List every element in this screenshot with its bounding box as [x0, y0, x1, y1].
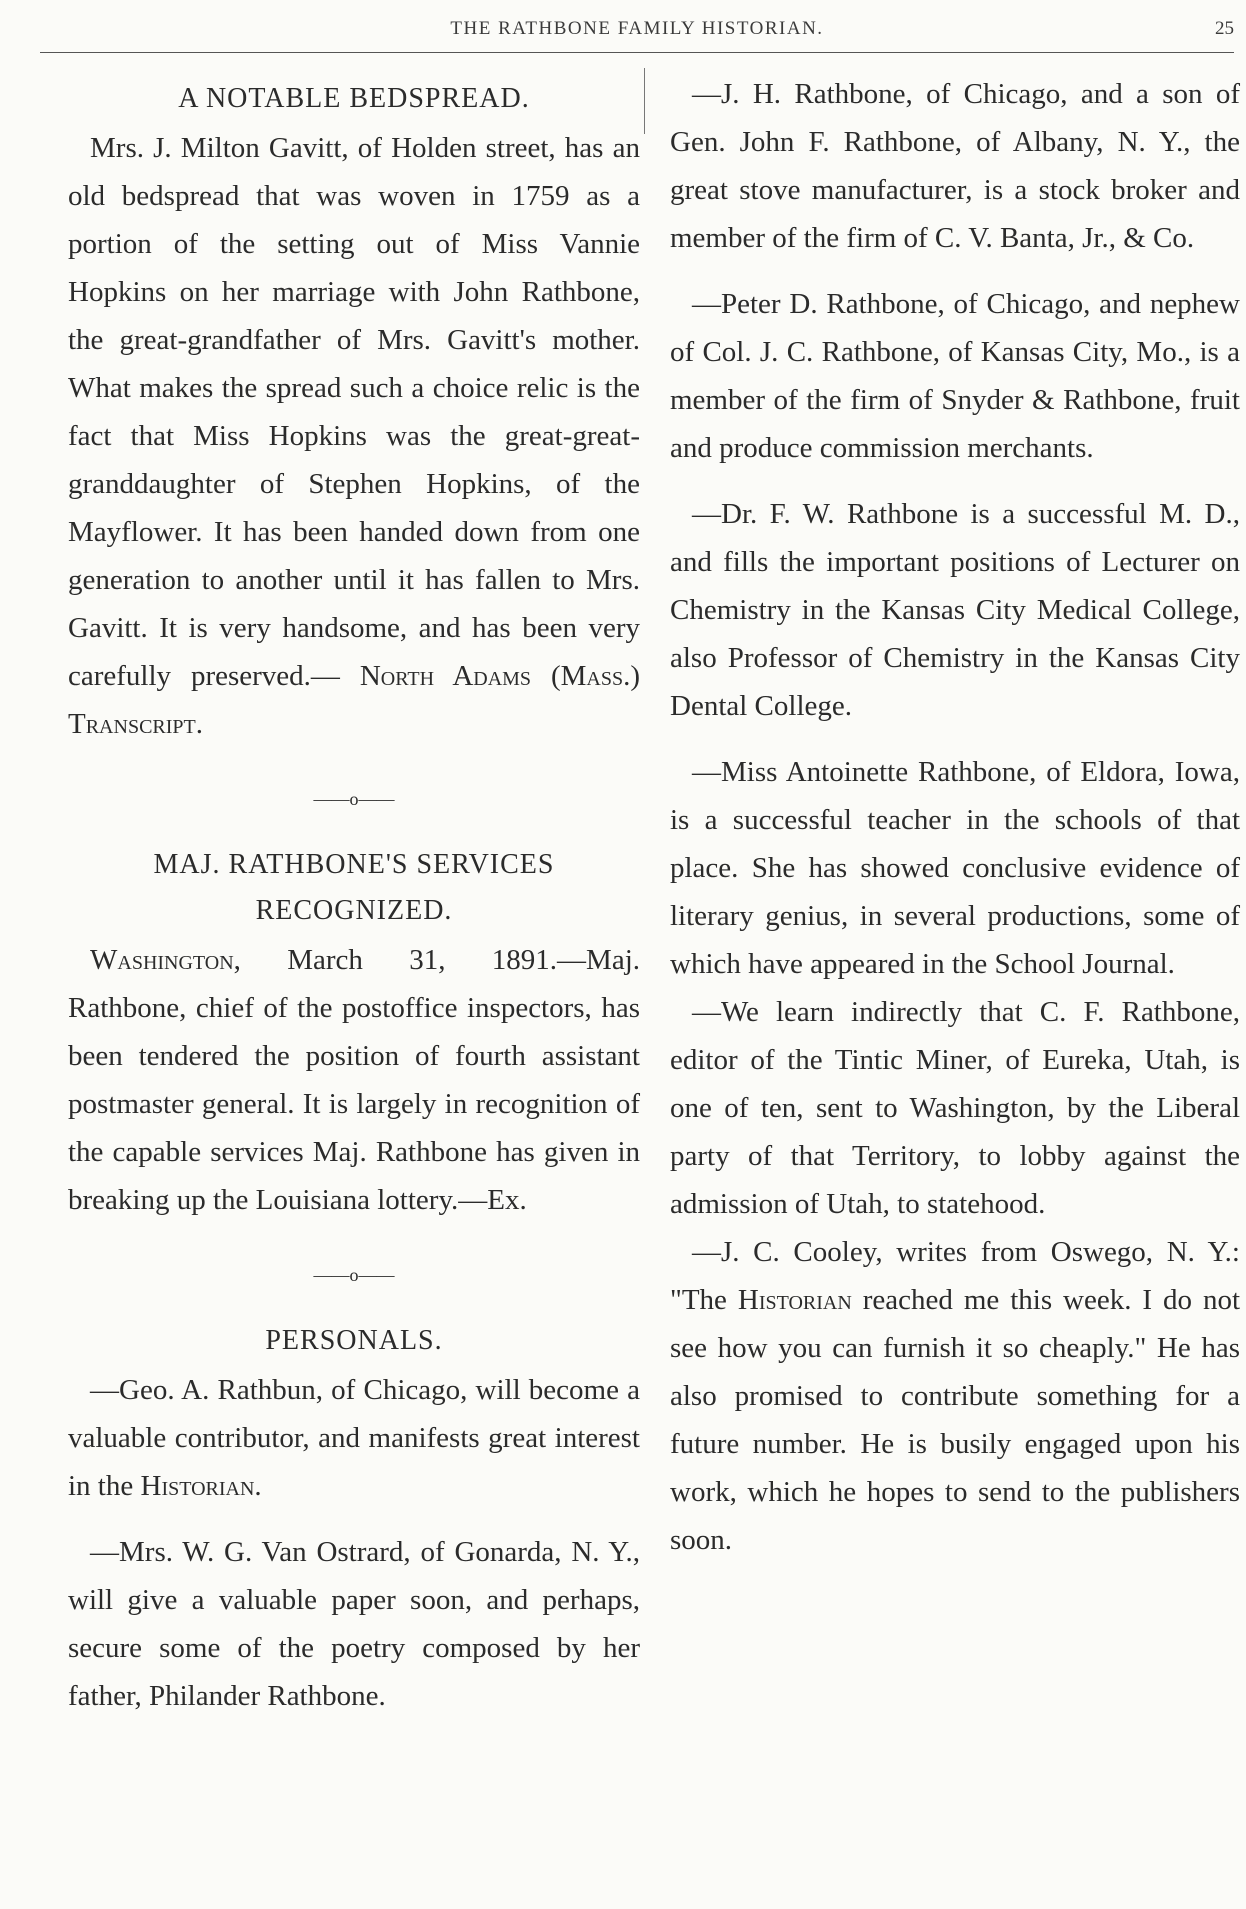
- personal-item-jh-rathbone: —J. H. Rathbone, of Chicago, and a son of Gen. John F. Rathbone, of Albany, N. Y., the great stove manufacturer, is a stock broker and member of the firm of C. V. Banta, Jr., & Co.: [670, 78, 1240, 254]
- bedspread-text: Mrs. J. Milton Gavitt, of Holden street, has an old bedspread that was woven in 1759 as a portion of the setting out of Miss Vannie Hopkins on her marriage with John Rathbone, the great-grandfather of Mrs. Gavitt's mother. What makes the spread such a choice relic is the fact that Miss Hopkins was the great-great-granddaughter of Stephen Hopkins, of the Mayflower. It has been handed down from one generation to another until it has fallen to Mrs. Gavitt. It is very handsome, and has been very carefully preserved.—: [68, 132, 640, 692]
- personal-item-jc-cooley: [670, 1228, 1240, 1564]
- personal-item-antoinette-rathbone: —Miss Antoinette Rathbone, of Eldora, Iowa, is a successful teacher in the schools of that place. She has showed conclusive evidence of literary genius, in several productions, some of which have appeared in the School Journal.: [670, 756, 1240, 980]
- section-title-personals: PERSONALS.: [265, 1325, 443, 1356]
- column-divider: [644, 68, 645, 134]
- personal-item-cf-rathbone: —We learn indirectly that C. F. Rathbone, editor of the Tintic Miner, of Eureka, Utah, is one of ten, sent to Washington, by the Liberal party of that Territory, to lobby against the admission of Utah, to statehood.: [670, 996, 1240, 1220]
- article-body-bedspread: [68, 124, 640, 748]
- personal-item-geo-rathbun: [68, 1366, 640, 1510]
- article-title-services: MAJ. RATHBONE'S SERVICES RECOGNIZED.: [153, 849, 555, 926]
- cooley-historian: Historian: [737, 1284, 852, 1316]
- services-dateline: Washington,: [90, 944, 241, 976]
- geo-rathbun-historian: Historian.: [140, 1470, 262, 1502]
- separator-2: ——o——: [313, 1265, 395, 1285]
- personal-item-dr-fw-rathbone: —Dr. F. W. Rathbone is a successful M. D., and fills the important positions of Lecturer on Chemistry in the Kansas City Medical College, also Professor of Chemistry in the Kansas City Dental College.: [670, 498, 1240, 722]
- services-text: March 31, 1891.—Maj. Rathbone, chief of the postoffice inspectors, has been tendered the position of fourth assistant postmaster general. It is largely in recognition of the capable services Maj. Rathbone has given in breaking up the Louisiana lottery.—Ex.: [68, 944, 640, 1216]
- running-header: [40, 18, 1234, 48]
- article-body-services: [68, 936, 640, 1224]
- running-header-title: THE RATHBONE FAMILY HISTORIAN.: [450, 18, 824, 39]
- cooley-text-start: —J. C. Cooley, writes from Oswego, N. Y.: "The: [670, 1236, 1240, 1316]
- personal-item-van-ostrard: —Mrs. W. G. Van Ostrard, of Gonarda, N. Y., will give a valuable paper soon, and perhaps, secure some of the poetry composed by her father, Philander Rathbone.: [68, 1536, 640, 1712]
- geo-rathbun-text: —Geo. A. Rathbun, of Chicago, will become a valuable contributor, and manifests great interest in the: [68, 1374, 640, 1502]
- bedspread-source: North Adams (Mass.) Transcript.: [68, 660, 640, 740]
- personal-item-peter-rathbone: —Peter D. Rathbone, of Chicago, and nephew of Col. J. C. Rathbone, of Kansas City, Mo., is a member of the firm of Snyder & Rathbone, fruit and produce commission merchants.: [670, 288, 1240, 464]
- separator-1: ——o——: [313, 789, 395, 809]
- cooley-text-rest: reached me this week. I do not see how you can furnish it so cheaply." He has also promised to contribute something for a future number. He is busily engaged upon his work, which he hopes to send to the publishers soon.: [670, 1284, 1241, 1556]
- page-number: 25: [1215, 18, 1234, 39]
- right-column: [670, 70, 1240, 1564]
- header-rule: [40, 52, 1234, 53]
- left-column: [68, 70, 640, 1720]
- article-title-bedspread: A NOTABLE BEDSPREAD.: [178, 83, 530, 114]
